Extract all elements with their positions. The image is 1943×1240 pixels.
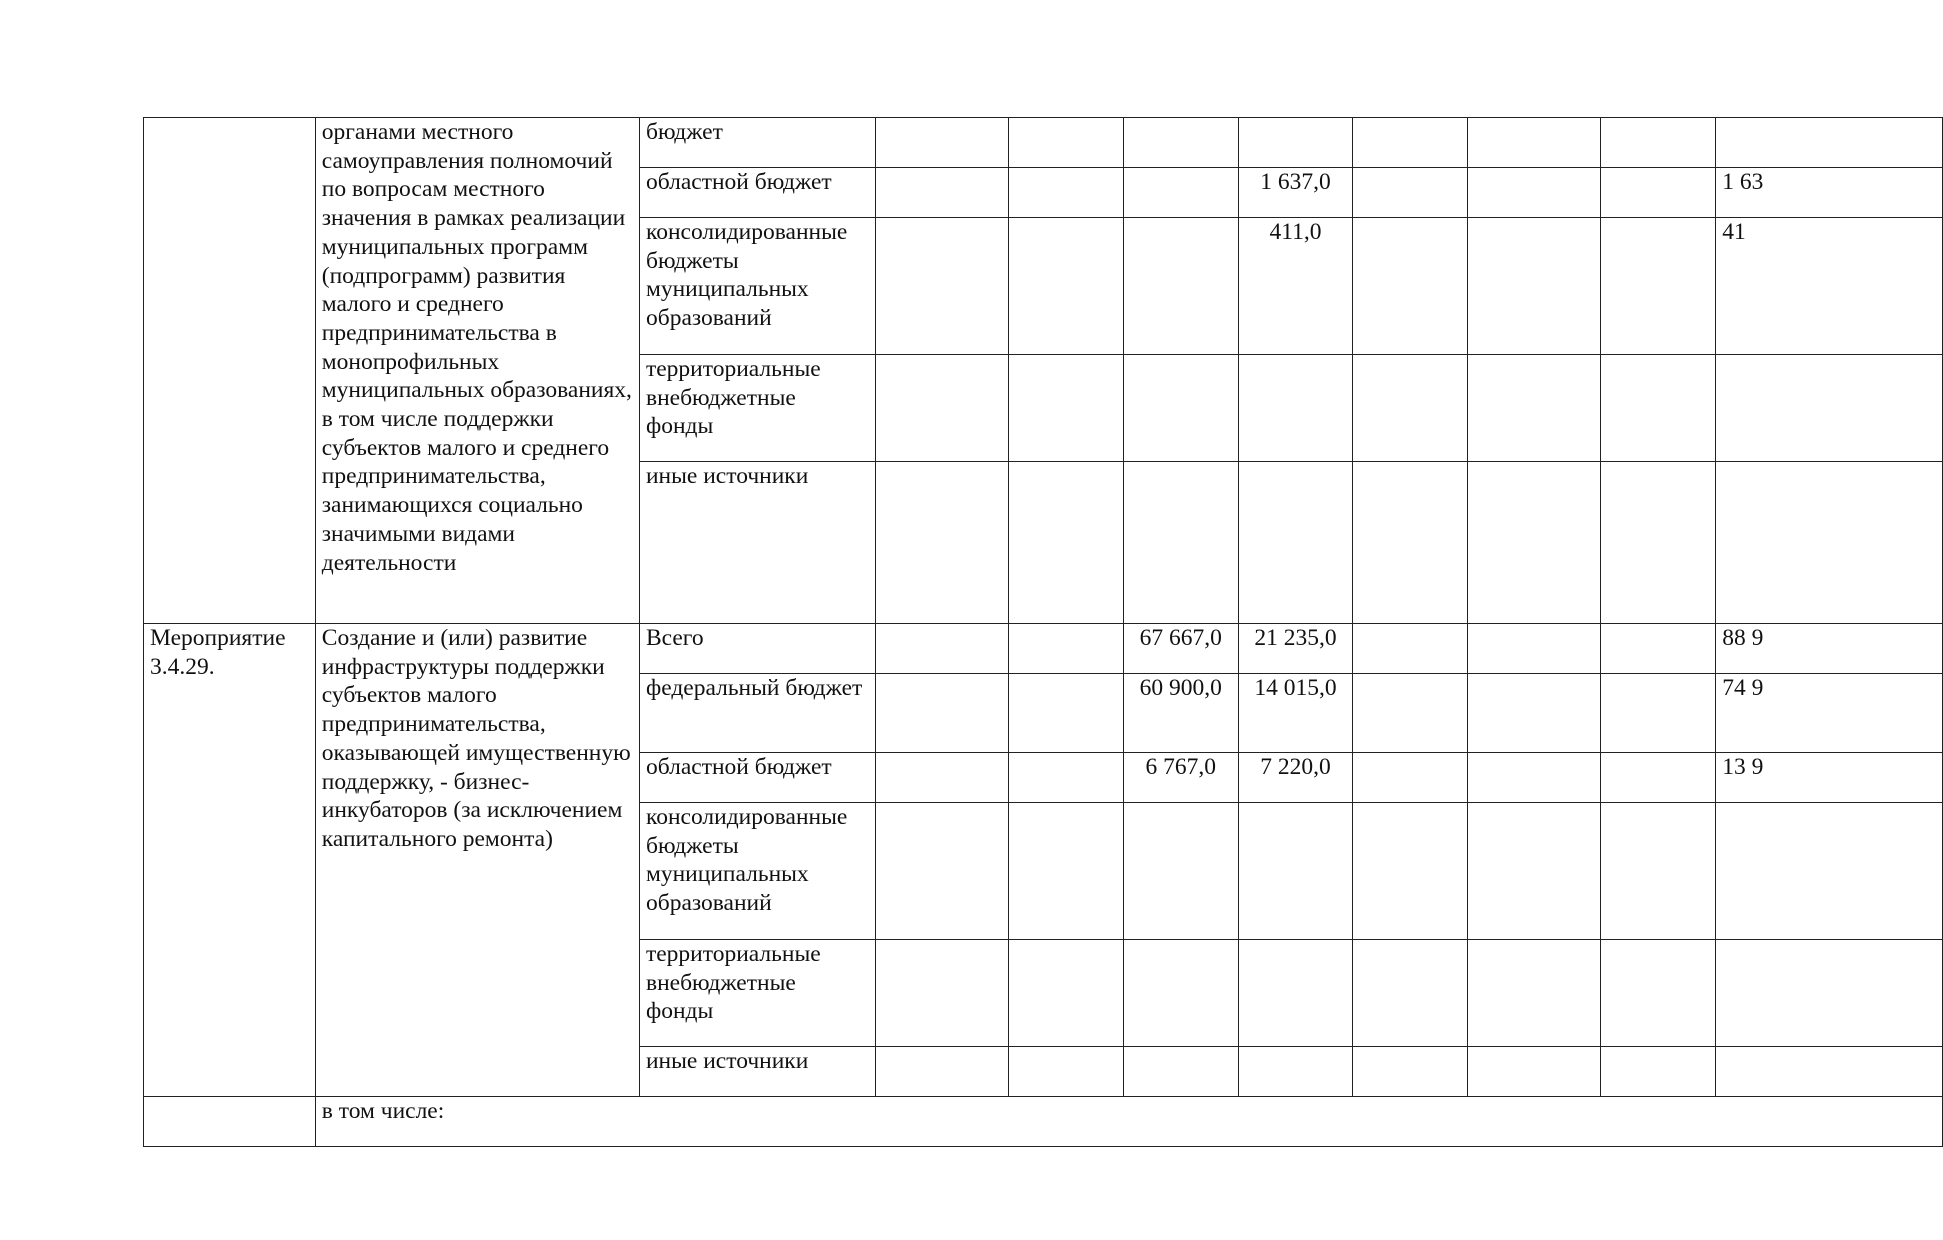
value-cell: 6 767,0 (1123, 753, 1238, 803)
value-cell (1008, 462, 1123, 624)
value-cell (1008, 355, 1123, 462)
funding-source-cell: территориальные внебюджетные фонды (639, 355, 875, 462)
value-cell (1468, 803, 1601, 940)
value-cell (1353, 940, 1468, 1047)
value-cell (1123, 940, 1238, 1047)
table-row (144, 118, 1943, 168)
value-cell (1468, 355, 1601, 462)
funding-source-cell: иные источники (639, 1047, 875, 1097)
value-cell (1601, 168, 1716, 218)
budget-table (143, 117, 1943, 1147)
value-cell (1008, 674, 1123, 753)
value-cell (875, 753, 1008, 803)
value-cell (1601, 462, 1716, 624)
value-cell (1601, 753, 1716, 803)
value-cell: 21 235,0 (1238, 624, 1353, 674)
measure-code-cell (144, 118, 316, 624)
value-cell: 67 667,0 (1123, 624, 1238, 674)
funding-source-cell: территориальные внебюджетные фонды (639, 940, 875, 1047)
value-cell (875, 1047, 1008, 1097)
value-cell (1468, 462, 1601, 624)
value-cell (1468, 1047, 1601, 1097)
value-cell (875, 940, 1008, 1047)
value-cell (1601, 940, 1716, 1047)
value-cell (1353, 1047, 1468, 1097)
value-cell (1238, 1047, 1353, 1097)
total-value-cell (1716, 355, 1943, 462)
measure-description-cell: органами местного самоуправления полномочий по вопросам местного значения в рамках реализации муниципальных программ (подпрограмм) развития малого и среднего предпринимательства в монопрофильных муниципальных образованиях, в том числе поддержки субъектов малого и среднего предпринимательства, занимающихся социально значимыми видами деятельности (315, 118, 639, 624)
value-cell (1238, 462, 1353, 624)
value-cell (1468, 753, 1601, 803)
value-cell: 7 220,0 (1238, 753, 1353, 803)
value-cell (1601, 624, 1716, 674)
value-cell (1353, 168, 1468, 218)
value-cell (1008, 168, 1123, 218)
table-row (144, 1097, 1943, 1147)
total-value-cell (1716, 118, 1943, 168)
measure-code-cell: Мероприятие 3.4.29. (144, 624, 316, 1097)
value-cell (1008, 753, 1123, 803)
total-value-cell: 41 (1716, 218, 1943, 355)
value-cell (1601, 803, 1716, 940)
value-cell (1601, 355, 1716, 462)
value-cell (1601, 1047, 1716, 1097)
total-value-cell: 74 9 (1716, 674, 1943, 753)
value-cell (1238, 118, 1353, 168)
total-value-cell (1716, 940, 1943, 1047)
total-value-cell (1716, 462, 1943, 624)
funding-source-cell: консолидированные бюджеты муниципальных образований (639, 218, 875, 355)
value-cell (1353, 753, 1468, 803)
value-cell (1353, 624, 1468, 674)
value-cell (1468, 624, 1601, 674)
value-cell: 60 900,0 (1123, 674, 1238, 753)
total-value-cell: 1 63 (1716, 168, 1943, 218)
value-cell (875, 118, 1008, 168)
value-cell (1008, 218, 1123, 355)
funding-source-cell: бюджет (639, 118, 875, 168)
value-cell (1008, 624, 1123, 674)
value-cell (1468, 118, 1601, 168)
funding-source-cell: областной бюджет (639, 753, 875, 803)
including-label: в том числе: (315, 1097, 1942, 1147)
value-cell (1353, 462, 1468, 624)
value-cell (1008, 803, 1123, 940)
value-cell (1468, 218, 1601, 355)
value-cell (1601, 674, 1716, 753)
value-cell (875, 355, 1008, 462)
measure-description-cell: Создание и (или) развитие инфраструктуры поддержки субъектов малого предпринимательства, оказывающей имущественную поддержку, - бизнес-инкубаторов (за исключением капитального ремонта) (315, 624, 639, 1097)
value-cell (1353, 355, 1468, 462)
value-cell (1468, 168, 1601, 218)
value-cell: 14 015,0 (1238, 674, 1353, 753)
value-cell (875, 168, 1008, 218)
value-cell (1601, 118, 1716, 168)
value-cell (1238, 940, 1353, 1047)
value-cell (1008, 940, 1123, 1047)
value-cell (1008, 118, 1123, 168)
table-row (144, 624, 1943, 674)
funding-source-cell: Всего (639, 624, 875, 674)
funding-source-cell: областной бюджет (639, 168, 875, 218)
funding-source-cell: иные источники (639, 462, 875, 624)
funding-source-cell: консолидированные бюджеты муниципальных образований (639, 803, 875, 940)
value-cell (1238, 355, 1353, 462)
value-cell (1123, 168, 1238, 218)
value-cell: 1 637,0 (1238, 168, 1353, 218)
value-cell (875, 674, 1008, 753)
value-cell (1601, 218, 1716, 355)
value-cell (1123, 355, 1238, 462)
value-cell (1123, 1047, 1238, 1097)
value-cell (875, 624, 1008, 674)
value-cell (875, 218, 1008, 355)
value-cell (1008, 1047, 1123, 1097)
value-cell (875, 803, 1008, 940)
funding-source-cell: федеральный бюджет (639, 674, 875, 753)
value-cell (1353, 803, 1468, 940)
total-value-cell (1716, 1047, 1943, 1097)
value-cell (1123, 803, 1238, 940)
value-cell (1353, 118, 1468, 168)
value-cell (1123, 118, 1238, 168)
value-cell (1468, 674, 1601, 753)
value-cell (1238, 803, 1353, 940)
total-value-cell: 13 9 (1716, 753, 1943, 803)
value-cell (1123, 462, 1238, 624)
value-cell (1123, 218, 1238, 355)
value-cell (1468, 940, 1601, 1047)
measure-code-cell (144, 1097, 316, 1147)
value-cell (1353, 674, 1468, 753)
value-cell (875, 462, 1008, 624)
total-value-cell: 88 9 (1716, 624, 1943, 674)
value-cell: 411,0 (1238, 218, 1353, 355)
value-cell (1353, 218, 1468, 355)
total-value-cell (1716, 803, 1943, 940)
